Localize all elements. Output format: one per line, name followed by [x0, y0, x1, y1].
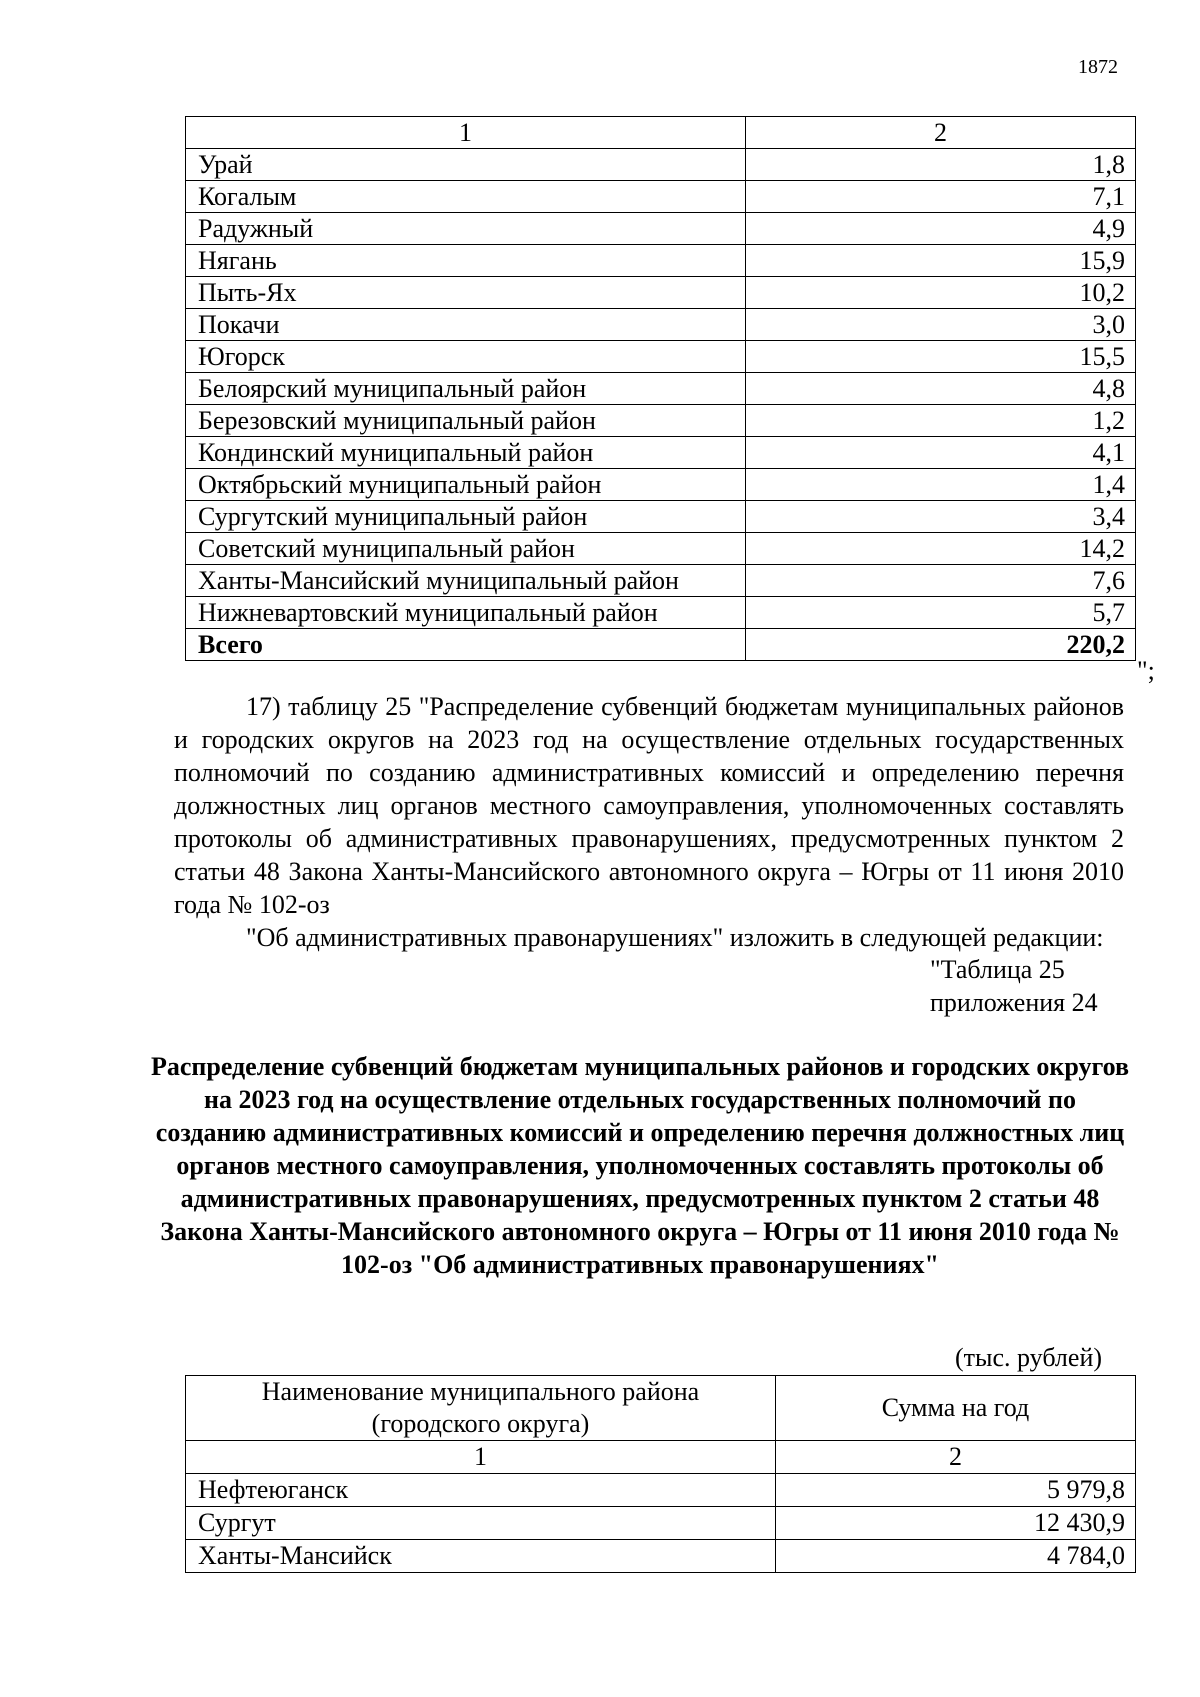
row-name: Нягань — [186, 245, 746, 277]
column-header-name: Наименование муниципального района (городского округа) — [186, 1376, 776, 1441]
table-caption-line2: приложения 24 — [930, 988, 1098, 1017]
row-name: Нижневартовский муниципальный район — [186, 597, 746, 629]
table-row — [186, 277, 1136, 309]
table-row — [186, 373, 1136, 405]
row-name: Октябрьский муниципальный район — [186, 469, 746, 501]
row-value: 1,4 — [746, 469, 1136, 501]
subvention-table-previous — [185, 116, 1136, 661]
table-header-row — [186, 117, 1136, 149]
paragraph-body: 17) таблицу 25 "Распределение субвенций бюджетам муниципальных районов и городских округов на 2023 год на осуществление отдельных государственных полномочий по созданию административных комиссий и определению перечня должностных лиц органов местного самоуправления, уполномоченных составлять протоколы об административных правонарушениях, предусмотренных пунктом 2 статьи 48 Закона Ханты-Мансийского автономного округа – Югры от 11 июня 2010 года № 102-оз — [174, 692, 1124, 919]
column-header-sum: Сумма на год — [776, 1376, 1136, 1441]
column-number-2: 2 — [746, 117, 1136, 149]
table-row — [186, 533, 1136, 565]
row-value: 4,8 — [746, 373, 1136, 405]
row-value: 4 784,0 — [776, 1540, 1136, 1573]
row-value: 5,7 — [746, 597, 1136, 629]
table-row — [186, 1540, 1136, 1573]
table-header-row — [186, 1376, 1136, 1441]
table-caption-line1: "Таблица 25 — [930, 955, 1065, 984]
table-heading: Распределение субвенций бюджетам муниципальных районов и городских округов на 2023 год на осуществление отдельных государственных полномочий по созданию административных комиссий и определению перечня должностных лиц органов местного самоуправления, уполномоченных составлять протоколы об административных правонарушениях, предусмотренных пунктом 2 статьи 48 Закона Ханты-Мансийского автономного округа – Югры от 11 июня 2010 года № 102-оз "Об административных правонарушениях" — [150, 1052, 1130, 1279]
row-value: 15,9 — [746, 245, 1136, 277]
row-value: 5 979,8 — [776, 1474, 1136, 1507]
row-name: Пыть-Ях — [186, 277, 746, 309]
table-row — [186, 213, 1136, 245]
table-row — [186, 1507, 1136, 1540]
table-row — [186, 597, 1136, 629]
table-row — [186, 149, 1136, 181]
row-value: 15,5 — [746, 341, 1136, 373]
subvention-table-2023 — [185, 1375, 1136, 1573]
row-value: 14,2 — [746, 533, 1136, 565]
row-name: Урай — [186, 149, 746, 181]
table-row — [186, 309, 1136, 341]
closing-quote: "; — [1137, 656, 1155, 685]
row-name: Березовский муниципальный район — [186, 405, 746, 437]
table-row — [186, 405, 1136, 437]
row-name: Белоярский муниципальный район — [186, 373, 746, 405]
table-row — [186, 1474, 1136, 1507]
row-value: 4,1 — [746, 437, 1136, 469]
table-total-row — [186, 629, 1136, 661]
table-number-row — [186, 1441, 1136, 1474]
paragraph-last-line: "Об административных правонарушениях" изложить в следующей редакции: — [246, 923, 1104, 952]
page-number: 1872 — [1078, 56, 1118, 78]
row-value: 4,9 — [746, 213, 1136, 245]
row-name: Радужный — [186, 213, 746, 245]
row-name: Когалым — [186, 181, 746, 213]
row-value: 7,6 — [746, 565, 1136, 597]
row-name: Югорск — [186, 341, 746, 373]
row-name: Покачи — [186, 309, 746, 341]
column-number-1: 1 — [186, 117, 746, 149]
total-value: 220,2 — [746, 629, 1136, 661]
table-row — [186, 469, 1136, 501]
units-label: (тыс. рублей) — [955, 1343, 1103, 1372]
row-name: Нефтеюганск — [186, 1474, 776, 1507]
row-name: Ханты-Мансийский муниципальный район — [186, 565, 746, 597]
row-value: 3,4 — [746, 501, 1136, 533]
row-value: 7,1 — [746, 181, 1136, 213]
row-name: Сургутский муниципальный район — [186, 501, 746, 533]
row-name: Советский муниципальный район — [186, 533, 746, 565]
table-row — [186, 565, 1136, 597]
row-name: Ханты-Мансийск — [186, 1540, 776, 1573]
table-row — [186, 501, 1136, 533]
table-row — [186, 245, 1136, 277]
row-value: 12 430,9 — [776, 1507, 1136, 1540]
row-value: 3,0 — [746, 309, 1136, 341]
column-number-1: 1 — [186, 1441, 776, 1474]
row-value: 1,2 — [746, 405, 1136, 437]
table-row — [186, 341, 1136, 373]
row-value: 1,8 — [746, 149, 1136, 181]
table-row — [186, 437, 1136, 469]
row-name: Кондинский муниципальный район — [186, 437, 746, 469]
row-value: 10,2 — [746, 277, 1136, 309]
table-caption — [930, 953, 1098, 1019]
total-label: Всего — [186, 629, 746, 661]
amendment-paragraph — [174, 690, 1124, 954]
column-number-2: 2 — [776, 1441, 1136, 1474]
row-name: Сургут — [186, 1507, 776, 1540]
table-row — [186, 181, 1136, 213]
